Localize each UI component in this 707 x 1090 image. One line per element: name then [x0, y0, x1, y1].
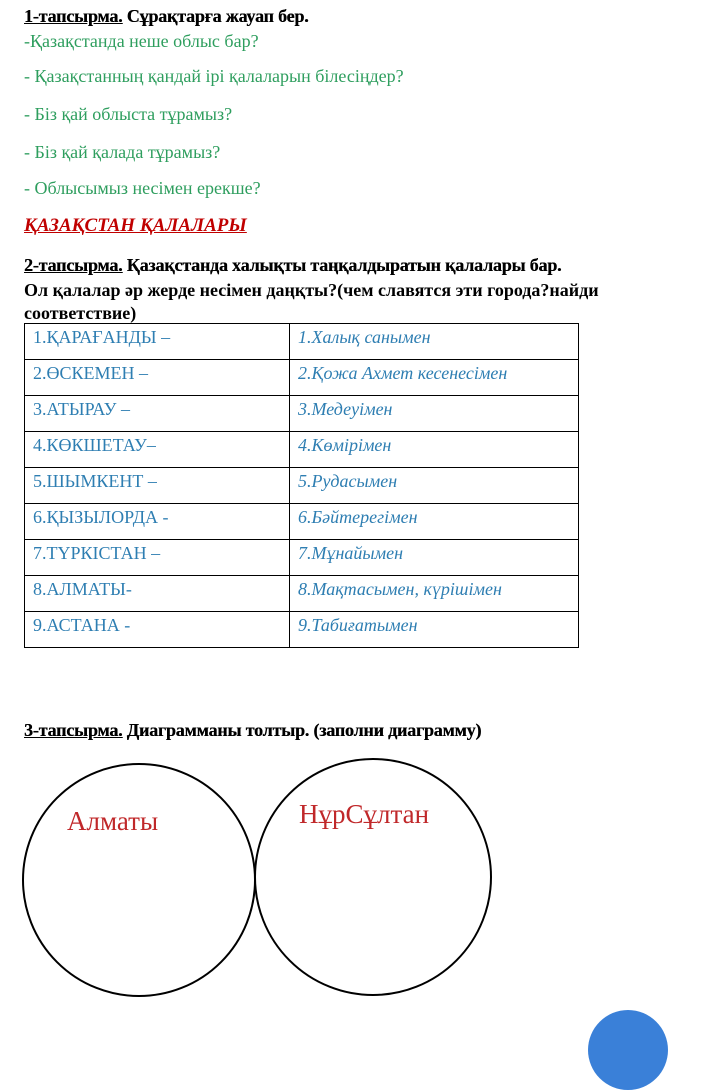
task3-text: Диаграмманы толтыр. (заполни диаграмму) [122, 720, 482, 740]
task2-text: Қазақстанда халықты таңқалдыратын қалалары бар. [122, 255, 562, 275]
circle-left-label: Алматы [67, 806, 159, 836]
task2-line2: Ол қалалар әр жерде несімен даңқты?(чем славятся эти города?найди [24, 280, 599, 300]
city-cell: 1.ҚАРАҒАНДЫ – [25, 324, 290, 360]
fame-cell: 3.Медеуімен [290, 396, 579, 432]
city-cell: 4.КӨКШЕТАУ– [25, 432, 290, 468]
city-cell: 7.ТҮРКІСТАН – [25, 540, 290, 576]
question-4: - Біз қай қалада тұрамыз? [24, 142, 221, 162]
fame-cell: 7.Мұнайымен [290, 540, 579, 576]
task3-label: 3-тапсырма. [24, 720, 123, 740]
circle-right [255, 759, 491, 995]
task1-label: 1-тапсырма. [24, 6, 123, 26]
city-cell: 3.АТЫРАУ – [25, 396, 290, 432]
task2-label: 2-тапсырма. [24, 255, 123, 275]
fame-cell: 8.Мақтасымен, күрішімен [290, 576, 579, 612]
question-3: - Біз қай облыста тұрамыз? [24, 104, 233, 124]
city-cell: 2.ӨСКЕМЕН – [25, 360, 290, 396]
question-1: -Қазақстанда неше облыс бар? [24, 31, 259, 51]
floating-action-button[interactable] [588, 1010, 668, 1090]
fame-cell: 2.Қожа Ахмет кесенесімен [290, 360, 579, 396]
city-cell: 5.ШЫМКЕНТ – [25, 468, 290, 504]
fame-cell: 6.Бәйтерегімен [290, 504, 579, 540]
city-cell: 9.АСТАНА - [25, 612, 290, 648]
city-cell: 6.ҚЫЗЫЛОРДА - [25, 504, 290, 540]
task1-text: Сұрақтарға жауап бер. [122, 6, 309, 26]
circle-right-label: НұрСұлтан [299, 799, 430, 829]
question-2: - Қазақстанның қандай ірі қалаларын білесіңдер? [24, 66, 404, 86]
fame-cell: 4.Көмірімен [290, 432, 579, 468]
fame-cell: 5.Рудасымен [290, 468, 579, 504]
fame-cell: 9.Табиғатымен [290, 612, 579, 648]
task2-line3: соответствие) [24, 303, 137, 323]
city-cell: 8.АЛМАТЫ- [25, 576, 290, 612]
section-heading: ҚАЗАҚСТАН ҚАЛАЛАРЫ [24, 215, 247, 236]
question-5: - Облысымыз несімен ерекше? [24, 178, 261, 198]
circle-left [23, 764, 255, 996]
fame-cell: 1.Халық санымен [290, 324, 579, 360]
